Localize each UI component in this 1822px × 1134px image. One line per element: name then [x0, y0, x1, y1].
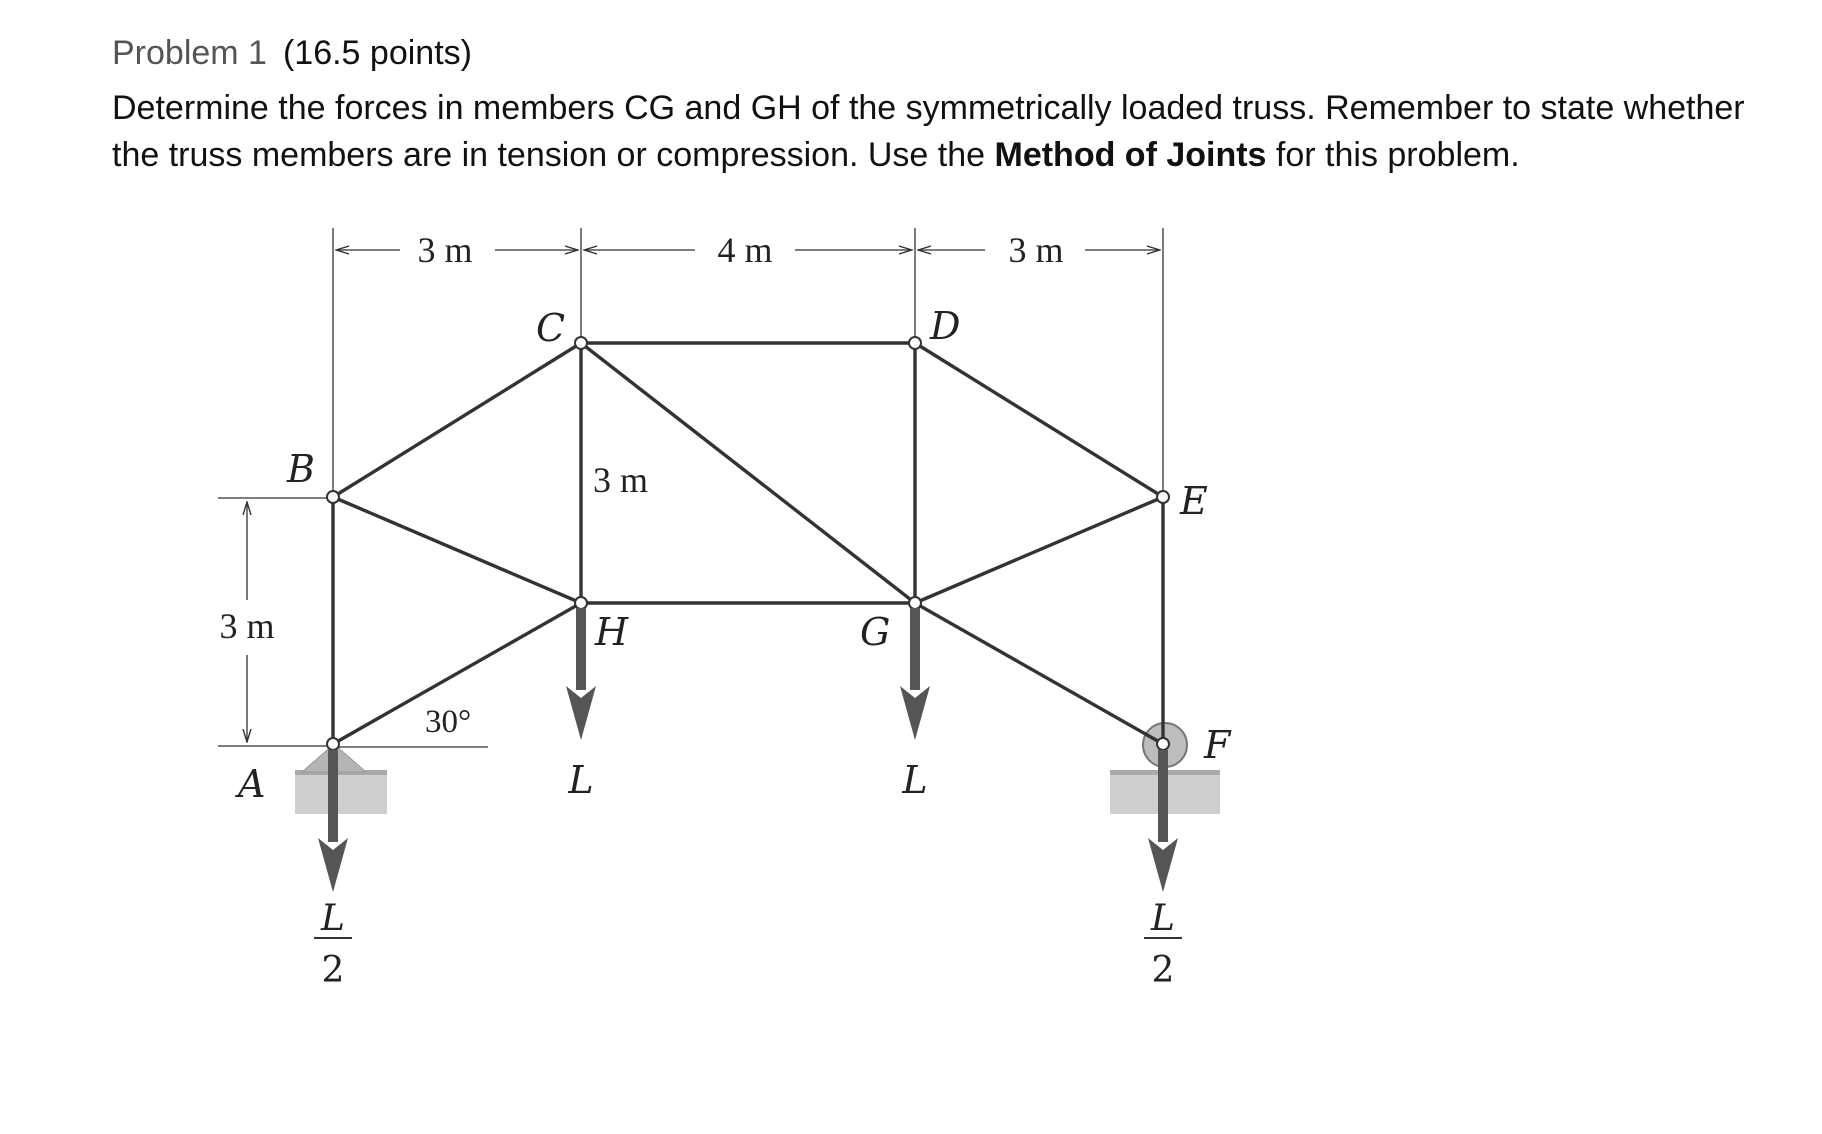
label-joint-d: D	[930, 304, 961, 348]
load-label-g: L	[902, 758, 928, 802]
joint-f	[1157, 738, 1169, 750]
dimension-extension-lines	[218, 228, 1163, 747]
load-label-f-numerator: L	[1151, 898, 1175, 939]
statement-method: Method of Joints	[994, 136, 1267, 174]
label-joint-e: E	[1180, 479, 1208, 523]
member-de	[915, 343, 1163, 497]
load-arrow-h	[566, 608, 596, 740]
truss-members	[333, 343, 1163, 744]
dim-top-left: 3 m	[417, 230, 473, 270]
label-joint-c: C	[536, 306, 566, 350]
load-label-h: L	[568, 758, 594, 802]
joint-pins	[327, 337, 1169, 750]
load-label-a-numerator: L	[321, 898, 345, 939]
dim-vertical-ch: 3 m	[593, 460, 649, 500]
dim-top-right: 3 m	[1008, 230, 1064, 270]
joint-a	[327, 738, 339, 750]
member-eg	[915, 497, 1163, 603]
problem-title: Problem 1	[112, 34, 267, 72]
load-arrow-g	[900, 608, 930, 740]
ground-left	[295, 770, 387, 814]
joint-e	[1157, 491, 1169, 503]
joint-d	[909, 337, 921, 349]
joint-c	[575, 337, 587, 349]
top-dimension-lines	[247, 250, 1160, 742]
label-joint-h: H	[595, 610, 629, 654]
label-joint-b: B	[287, 447, 315, 491]
statement-part2: for this problem.	[1266, 136, 1520, 174]
joint-g	[909, 597, 921, 609]
load-arrows	[318, 608, 1178, 892]
label-joint-g: G	[860, 610, 891, 654]
dim-top-mid: 4 m	[717, 230, 773, 270]
member-bh	[333, 497, 581, 603]
load-label-f-denominator: 2	[1151, 950, 1175, 991]
problem-points: (16.5 points)	[282, 34, 472, 72]
member-bc	[333, 343, 581, 497]
joint-b	[327, 491, 339, 503]
joint-h	[575, 597, 587, 609]
label-joint-a: A	[238, 762, 266, 806]
label-joint-f: F	[1204, 723, 1231, 767]
member-fg	[915, 603, 1163, 744]
dim-vertical-left: 3 m	[219, 606, 275, 646]
statement-part1: Determine the forces in members CG and GH of the symmetrically loaded truss. Remember to state whether the truss members are in tension or compression. Use the	[112, 89, 1745, 174]
angle-label: 30°	[425, 704, 472, 740]
load-label-a-denominator: 2	[321, 950, 345, 991]
